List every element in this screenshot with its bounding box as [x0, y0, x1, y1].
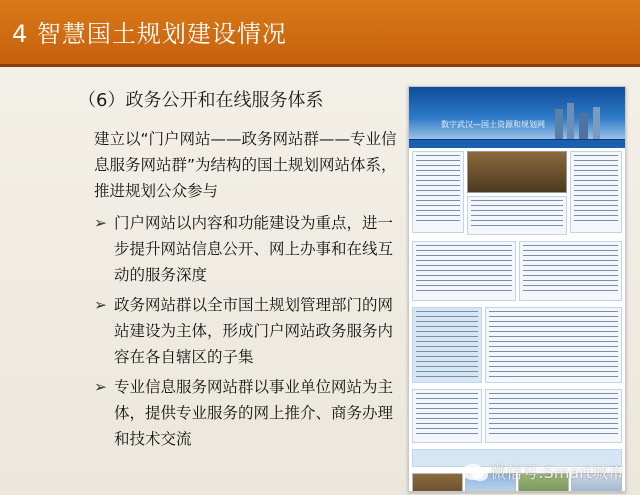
- website-news: [467, 196, 567, 235]
- website-row: [409, 148, 625, 238]
- website-row: [409, 386, 625, 446]
- website-screenshot: [408, 86, 626, 492]
- section-heading: （6）政务公开和在线服务体系: [78, 90, 324, 111]
- website-row: [409, 304, 625, 386]
- bullet-item: [94, 374, 406, 452]
- watermark: [462, 460, 624, 483]
- bullet-text: 专业信息服务网站群以事业单位网站为主体，提供专业服务的网上推介、商务办理和技术交流: [114, 378, 394, 448]
- website-block: [412, 241, 516, 301]
- website-block: [519, 241, 623, 301]
- website-main: [467, 151, 567, 235]
- arrow-bullet-icon: ➢: [94, 296, 107, 314]
- arrow-bullet-icon: ➢: [94, 214, 107, 232]
- skyline-graphic: [555, 99, 615, 139]
- title-divider: [0, 64, 640, 67]
- website-banner: [409, 87, 625, 139]
- bullet-text: 政务网站群以全市国土规划管理部门的网站建设为主体，形成门户网站政务服务内容在各自辖区的子集: [114, 296, 394, 366]
- content-panel: [78, 86, 406, 486]
- website-service-list: [412, 307, 482, 383]
- bullet-item: [94, 210, 406, 288]
- watermark-text: 微信号:Smart城市: [490, 463, 624, 482]
- title-bar: [0, 0, 640, 64]
- website-row: [409, 238, 625, 304]
- arrow-bullet-icon: ➢: [94, 378, 107, 396]
- website-table: [485, 307, 622, 383]
- website-banner-text: 数字武汉—国土资源和规划网: [441, 120, 545, 129]
- website-sidebar: [412, 151, 464, 233]
- website-nav: [409, 139, 625, 148]
- page-title: 4 智慧国土规划建设情况: [12, 20, 287, 48]
- website-right-column: [570, 151, 622, 233]
- bullet-text: 门户网站以内容和功能建设为重点，进一步提升网站信息公开、网上办事和在线互动的服务深度: [114, 214, 394, 284]
- wechat-icon: [462, 464, 484, 480]
- website-photo: [412, 473, 463, 492]
- website-links: [412, 389, 482, 443]
- website-list: [485, 389, 622, 443]
- website-photo: [467, 151, 567, 193]
- bullet-item: [94, 292, 406, 370]
- intro-paragraph: 建立以“门户网站——政务网站群——专业信息服务网站群”为结构的国土规划网站体系，推进规划公众参与: [94, 130, 397, 200]
